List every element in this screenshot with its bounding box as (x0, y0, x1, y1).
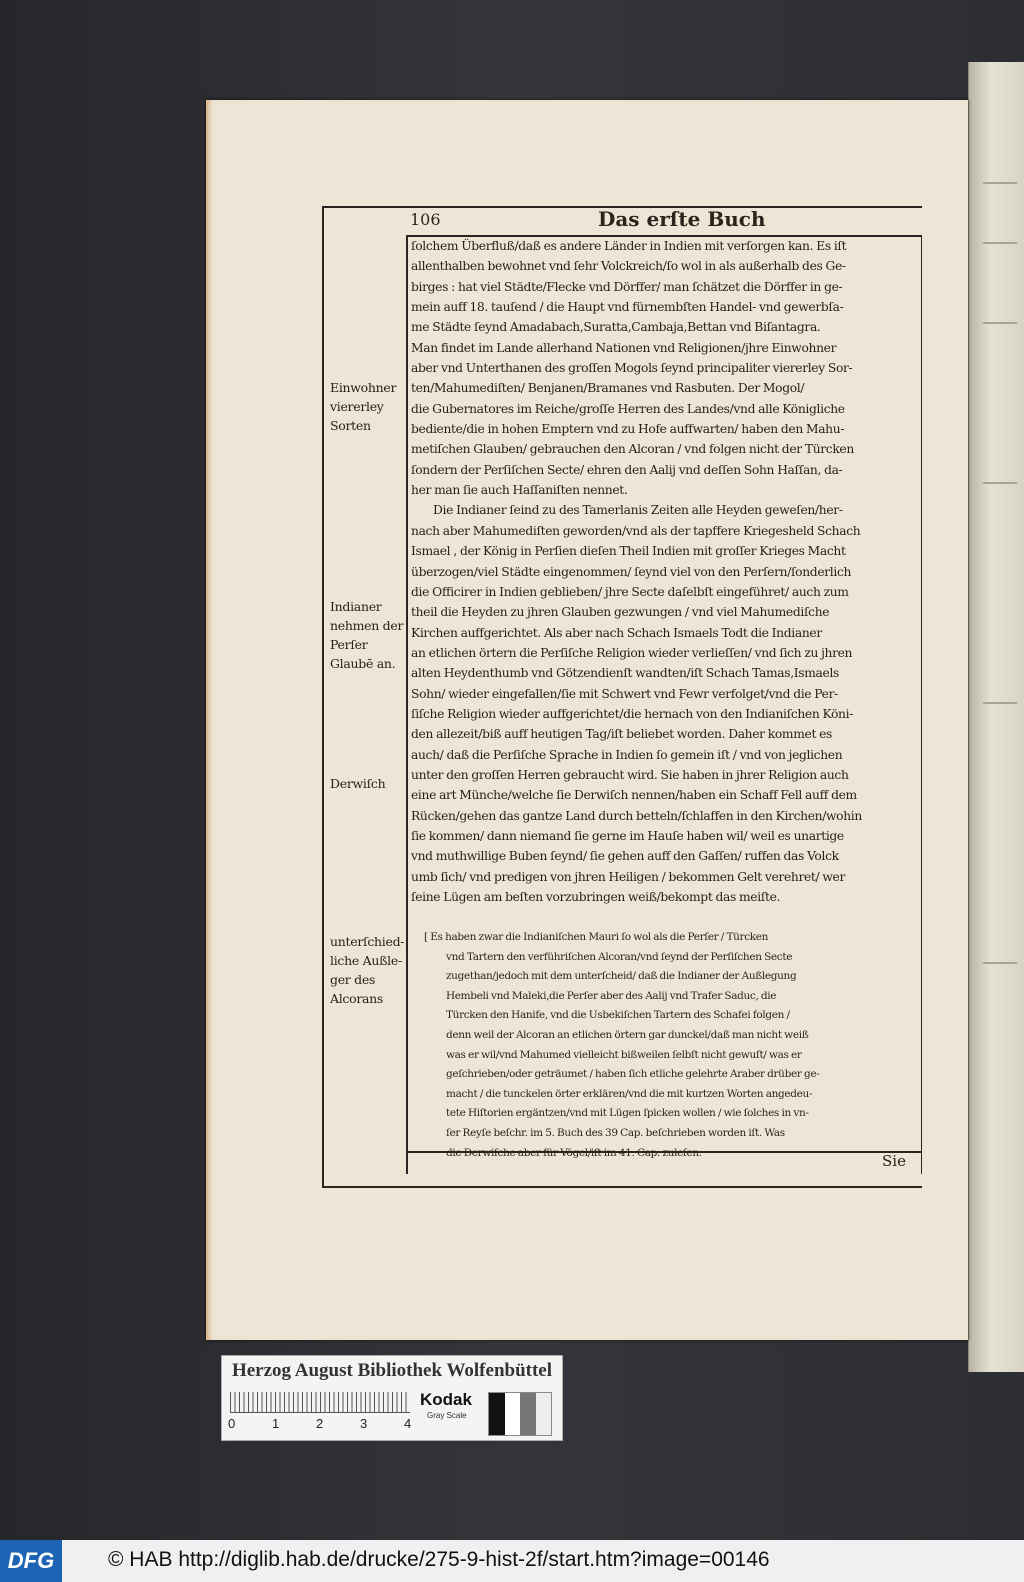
running-head: Das erſte Buch (598, 207, 766, 231)
text-line: Die Indianer ſeind zu des Tamerlanis Zeiten alle Heyden geweſen/her- (433, 503, 843, 518)
ghost-text-mark (983, 242, 1017, 244)
text-line: die Officirer in Indien geblieben/ jhre Secte daſelbſt eingeführet/ auch zum (411, 584, 849, 599)
text-line: alten Heydenthumb vnd Götzendienſt wandten/iſt Schach Tamas,Ismaels (411, 666, 840, 681)
footer-bar (0, 1540, 1024, 1582)
note-line: vnd Tartern den verführiſchen Alcoran/vnd ſeynd der Perſiſchen Secte (446, 950, 793, 963)
text-line: metiſchen Glauben/ gebrauchen den Alcoran / vnd folgen nicht der Türcken (411, 442, 854, 457)
ruler-number: 4 (404, 1416, 412, 1431)
text-line: bediente/die in hohen Emptern vnd zu Hofe auffwarten/ haben den Mahu- (411, 422, 845, 437)
note-line: geſchrieben/oder geträumet / haben ſich etliche gelehrte Araber drüber ge- (446, 1068, 820, 1081)
text-line: mein auff 18. tauſend / die Haupt vnd fürnembſten Handel- vnd gewerbſa- (411, 300, 844, 315)
text-line: überzogen/viel Städte eingenommen/ ſeynd viel von den Perſern/ſonderlich (411, 564, 852, 579)
ruler-number: 0 (228, 1416, 236, 1431)
margin-note-einwohner (330, 378, 410, 435)
margin-note-line: ger des (330, 972, 376, 987)
note-line: Hembeli vnd Maleki,die Perſer aber des Aalij vnd Trafer Saduc, die (446, 989, 777, 1002)
text-line: ſondern der Perſiſchen Secte/ ehren den Aalij vnd deſſen Sohn Haſſan, da- (411, 462, 843, 477)
margin-note-line: liche Außle- (330, 953, 402, 968)
note-line: macht / die tunckelen örter erklären/vnd die mit kurtzen Worten angedeu- (446, 1087, 813, 1100)
margin-note-line: viererley (330, 399, 384, 414)
margin-note-derwisch (330, 774, 410, 793)
text-line: ten/Mahumediſten/ Benjanen/Bramanes vnd Rasbuten. Der Mogol/ (411, 381, 805, 396)
ghost-text-mark (983, 482, 1017, 484)
note-line: denn weil der Alcoran an etlichen örtern gar dunckel/daß man nicht weiß (446, 1028, 809, 1041)
page-number: 106 (410, 210, 441, 229)
text-line: Kirchen auffgerichtet. Als aber nach Schach Ismaels Todt die Indianer (411, 625, 822, 640)
text-line: Ismael , der König in Perſien dieſen Theil Indien mit groſſer Krieges Macht (411, 544, 846, 559)
text-line: Rücken/gehen das gantze Land durch betteln/ſchlaffen in den Kirchen/wohin (411, 808, 862, 823)
margin-note-line: Derwiſch (330, 776, 386, 791)
note-line: was er wil/vnd Mahumed vielleicht bißweilen ſelbſt nicht gewuſt/ was er (446, 1048, 802, 1061)
kodak-brand: Kodak (420, 1390, 472, 1409)
margin-note-line: Einwohner (330, 380, 397, 395)
ruler-number: 3 (360, 1416, 368, 1431)
margin-note-indianer (330, 597, 410, 673)
library-name: Herzog August Bibliothek Wolfenbüttel (231, 1360, 553, 1381)
text-line: die Gubernatores im Reiche/groſſe Herren des Landes/vnd alle Königliche (411, 401, 845, 416)
note-line: [ Es haben zwar die Indianiſchen Mauri ſo wol als die Perſer / Türcken (424, 931, 769, 943)
text-line: umb ſich/ vnd predigen von jhren Heiligen / bekommen Gelt verehret/ wer (411, 869, 845, 884)
copyright-link[interactable]: © HAB http://diglib.hab.de/drucke/275-9-hist-2f/start.htm?image=00146 (108, 1548, 770, 1571)
text-line: nach aber Mahumediſten geworden/vnd als der tapffere Kriegesheld Schach (411, 523, 861, 538)
swatch-black (489, 1393, 505, 1435)
scale-ruler (230, 1392, 410, 1413)
gray-scale-swatches (488, 1392, 552, 1436)
swatch-white (505, 1393, 521, 1435)
text-line: Sohn/ wieder eingefallen/ſie mit Schwert vnd Fewr verfolget/vnd die Per- (411, 686, 838, 701)
margin-note-line: Alcorans (330, 991, 384, 1006)
margin-note-ausleger (330, 932, 410, 1008)
text-line: me Städte ſeynd Amadabach,Suratta,Cambaja,Bettan vnd Biſantagra. (411, 320, 821, 335)
archive-label-card (221, 1355, 563, 1441)
text-line: eine art Münche/welche ſie Derwiſch nennen/haben ein Schaff Fell auff dem (411, 788, 857, 803)
swatch-light (536, 1393, 552, 1435)
margin-note-line: unterſchied- (330, 934, 405, 949)
note-line: die Derwiſche aber für Vögel/iſt im 41. Cap. zuleſen. (446, 1146, 702, 1159)
text-line: vnd muthwillige Buben ſeynd/ ſie gehen auff den Gaſſen/ ruffen das Volck (411, 849, 839, 864)
margin-note-line: Indianer (330, 599, 382, 614)
bracketed-note-block (424, 928, 894, 1163)
gray-scale-caption: Gray Scale (427, 1411, 467, 1420)
frame-rule-right (921, 236, 923, 1174)
text-line: allenthalben bewohnet vnd ſehr Volckreich/ſo wol in als außerhalb des Ge- (411, 259, 846, 274)
frame-rule-margin (406, 236, 408, 1174)
text-line: an etlichen örtern die Perſiſche Religion wieder verlieſſen/ vnd ſich zu jhren (411, 645, 853, 660)
swatch-gray (520, 1393, 536, 1435)
margin-note-line: nehmen der (330, 618, 404, 633)
note-line: zugethan/jedoch mit dem unterſcheid/ daß die Indianer der Außlegung (446, 970, 797, 983)
note-line: Türcken den Hanife, vnd die Usbekiſchen Tartern des Schafei folgen / (446, 1009, 790, 1022)
text-line: auch/ daß die Perſiſche Sprache in Indien ſo gemein iſt / vnd von jeglichen (411, 747, 843, 762)
text-line: birges : hat viel Städte/Flecke vnd Dörffer/ man ſchätzet die Dörffer in ge- (411, 279, 843, 294)
text-line: ſeine Lügen am beſten vorzubringen weiß/bekompt das meiſte. (411, 890, 781, 904)
next-page-edge (968, 62, 1024, 1372)
text-line: aber vnd Unterthanen des groſſen Mogols ſeynd principaliter viererley Sor- (411, 361, 853, 376)
margin-note-line: Glaubē an. (330, 656, 396, 671)
text-line: unter den groſſen Herren gebraucht wird. Sie haben in jhrer Religion auch (411, 767, 849, 782)
note-line: ſer Reyſe beſchr. im 5. Buch des 39 Cap. beſchrieben worden iſt. Was (446, 1126, 785, 1139)
frame-rule-left (322, 208, 324, 1186)
ghost-text-mark (983, 962, 1017, 964)
text-line: theil die Heyden zu jhren Glauben gezwungen / vnd viel Mahumediſche (411, 605, 830, 620)
ruler-number: 1 (272, 1416, 280, 1431)
ghost-text-mark (983, 182, 1017, 184)
catchword: Sie (882, 1152, 906, 1170)
text-line: Man findet im Lande allerhand Nationen vnd Religionen/jhre Einwohner (411, 340, 837, 355)
text-line: ſolchem Überfluß/daß es andere Länder in Indien mit verſorgen kan. Es iſt (411, 239, 847, 253)
ruler-number: 2 (316, 1416, 324, 1431)
text-line: ſie kommen/ dann niemand ſie gerne im Hauſe haben wil/ weil es unartige (411, 828, 844, 843)
ghost-text-mark (983, 702, 1017, 704)
ghost-text-mark (983, 322, 1017, 324)
note-line: tete Hiſtorien ergäntzen/vnd mit Lügen ſpicken wollen / wie ſolches in vn- (446, 1107, 809, 1120)
margin-note-line: Perſer (330, 637, 368, 652)
main-text-block (411, 236, 917, 907)
text-line: ſiſche Religion wieder auffgerichtet/die hernach von den Indianiſchen Köni- (411, 706, 853, 721)
text-line: den allezeit/biß auff heutigen Tag/iſt beliebet worden. Daher kommet es (411, 727, 833, 742)
margin-note-line: Sorten (330, 418, 371, 433)
text-line: her man ſie auch Haſſaniſten nennet. (411, 483, 628, 498)
dfg-logo: DFG (0, 1540, 62, 1582)
